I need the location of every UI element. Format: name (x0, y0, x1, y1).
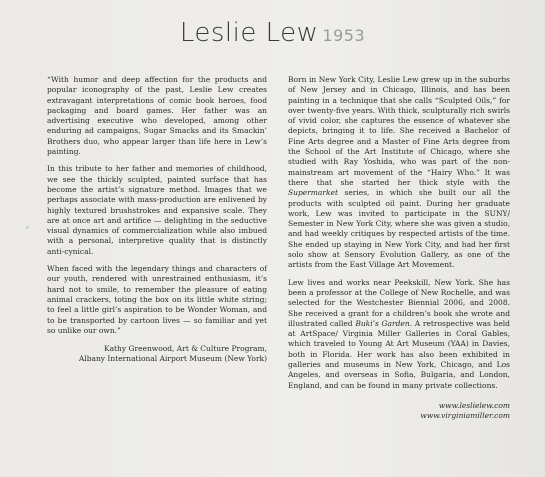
quote-credit (47, 344, 267, 365)
gallery-website-link[interactable]: www.virginiamiller.com (420, 411, 510, 421)
quote-paragraph-2: In this tribute to her father and memories of childhood, we see the thickly sculpted, painted surface that has become the artist’s signature method. Images that we perhaps associate with mass-production are enlivened by highly textured brushstrokes and expansive scale. They are at once art and artifice — delighting in the seductive visual dynamics of commercialization while also imbued with a personal, interpretive quality that is distinctly anti-cynical. (47, 164, 267, 256)
series-title: Supermarket (288, 188, 338, 198)
bio-paragraph-1-text-a: Born in New York City, Leslie Lew grew up in the suburbs of New Jersey and in Chicago, Illinois, and has been painting in a technique that she calls “Sculpted Oils,” for over twenty-five years. With thick, sculpturally rich swirls of vivid color, she captures the essence of whatever she depicts, bringing it to life. She received a Bachelor of Fine Arts degree and a Master of Fine Arts degree from the School of the Art Institute of Chicago, where she studied with Ray Yoshida, who was part of the non-mainstream art movement of the “Hairy Who.” It was there that she started her thick style with the (288, 75, 510, 187)
credit-author: Kathy Greenwood, Art & Culture Program, (103, 344, 267, 354)
bio-paragraph-2 (288, 278, 510, 391)
quote-column (47, 75, 267, 365)
artist-birth-year: 1953 (322, 26, 366, 45)
bio-paragraph-2-text-b: . A retrospective was held at ArtSpace/ Virginia Miller Galleries in Coral Gables, which traveled to Young At Art Museum (YAA) in Davies, both in Florida. Her work has also been exhibited in galleries and museums in New York, Chicago, and Los Angeles, and overseas in Sofia, Bulgaria, and London, England, and can be found in many private collections. (288, 318, 510, 390)
artist-website-link[interactable]: www.leslielew.com (438, 400, 510, 410)
bio-paragraph-2-text-a: Lew lives and works near Peekskill, New York. She has been a professor at the College of New Rochelle, and was selected for the Westchester Biennial 2006, and 2008. She received a grant for a children’s book she wrote and illustrated called (288, 277, 510, 328)
credit-organization: Albany International Airport Museum (New York) (78, 354, 267, 364)
artist-header (0, 18, 545, 48)
bio-paragraph-1-text-b: series, in which she built our all the products with sculpted oil paint. During her graduate work, Lew was invited to participate in the SUNY/ Semester in New York City, where she was given a studio, and had weekly critiques by respected artists of the time. She ended up staying in New York City, and had her first solo show at Sensory Evolution Gallery, as one of the artists from the East Village Art Movement. (288, 188, 510, 270)
quote-paragraph-1: “With humor and deep affection for the products and popular iconography of the past, Leslie Lew creates extravagant interpretations of comic book heroes, food packaging and board games. Her father was an advertising executive who developed, among other enduring ad campaigns, Sugar Smacks and its Smackin’ Brothers duo, who appear larger than life here in Lew’s painting. (47, 75, 267, 157)
website-links (288, 401, 510, 422)
artist-name: Leslie Lew (179, 18, 319, 48)
bio-paragraph-1 (288, 75, 510, 271)
book-title: Buki’s Garden (355, 318, 410, 328)
quote-paragraph-3: When faced with the legendary things and characters of our youth, rendered with unrestrained enthusiasm, it’s hard not to smile, to remember the pleasure of eating animal crackers, toting the box on its little white string; to feel a little girl’s aspiration to be Wonder Woman, and to be transported by cartoon lives — so familiar and yet so unlike our own.” (47, 264, 267, 335)
gutter-dot (26, 226, 29, 229)
biography-column (288, 75, 510, 422)
